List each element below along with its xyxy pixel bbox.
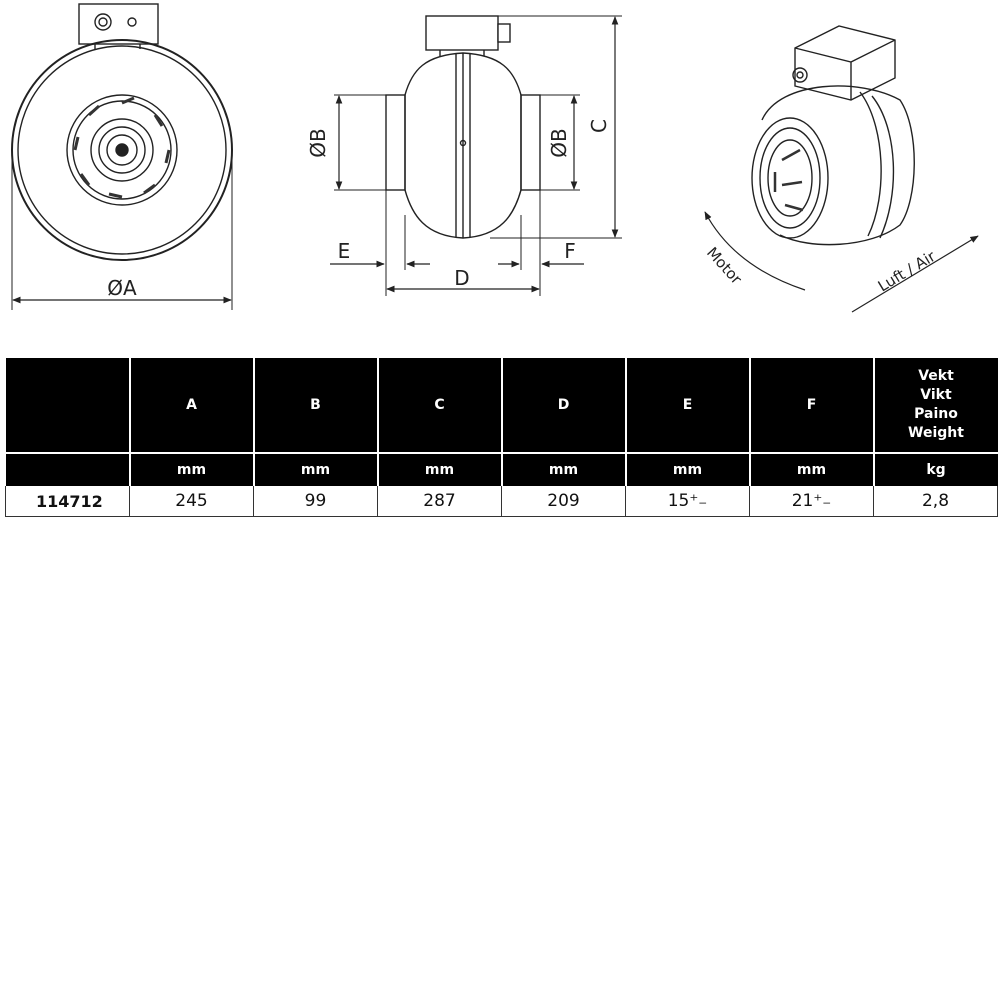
unit-weight: kg [874, 453, 998, 486]
header-d: D [502, 358, 626, 453]
unit-e: mm [626, 453, 750, 486]
dimension-a-label: ØA [107, 276, 137, 300]
weight-label-no: Vekt [918, 368, 954, 384]
terminal-box-side [426, 16, 498, 50]
unit-b: mm [254, 453, 378, 486]
impeller-3d [775, 150, 803, 210]
value-e: 15⁺₋ [626, 486, 750, 517]
value-d: 209 [502, 486, 626, 517]
terminal-box-front [79, 4, 158, 44]
unit-d: mm [502, 453, 626, 486]
dimension-c-label: C [587, 119, 611, 133]
header-article-empty [6, 358, 130, 453]
technical-drawing [0, 0, 1000, 330]
airflow-label: Luft / Air [874, 247, 939, 296]
table-unit-row [6, 453, 998, 486]
unit-a: mm [130, 453, 254, 486]
side-view [330, 16, 622, 296]
cable-gland-side [498, 24, 510, 42]
value-f: 21⁺₋ [750, 486, 874, 517]
value-weight: 2,8 [874, 486, 998, 517]
dimension-b-left-label: ØB [306, 128, 330, 158]
motor-label: Motor [703, 243, 746, 288]
value-b: 99 [254, 486, 378, 517]
header-e: E [626, 358, 750, 453]
table-header-row [6, 358, 998, 453]
unit-article-empty [6, 453, 130, 486]
weight-label-en: Weight [908, 425, 964, 441]
article-number: 114712 [6, 486, 130, 517]
header-b: B [254, 358, 378, 453]
header-f: F [750, 358, 874, 453]
inlet-spigot [386, 95, 405, 190]
weight-label-se: Vikt [920, 387, 952, 403]
header-a: A [130, 358, 254, 453]
header-c: C [378, 358, 502, 453]
dimensions-table [5, 358, 998, 517]
table-row [6, 486, 998, 517]
value-a: 245 [130, 486, 254, 517]
value-c: 287 [378, 486, 502, 517]
dimension-e-label: E [337, 239, 351, 263]
outlet-spigot [521, 95, 540, 190]
header-weight [874, 358, 998, 453]
dimension-d-label: D [454, 266, 470, 290]
inlet-3d [752, 118, 828, 238]
weight-label-fi: Paino [914, 406, 958, 422]
perspective-view [705, 26, 978, 312]
dimension-b-right-label: ØB [547, 128, 571, 158]
dimension-f-label: F [564, 239, 576, 263]
unit-c: mm [378, 453, 502, 486]
fan-body-3d [762, 86, 914, 245]
front-view [12, 4, 232, 310]
unit-f: mm [750, 453, 874, 486]
